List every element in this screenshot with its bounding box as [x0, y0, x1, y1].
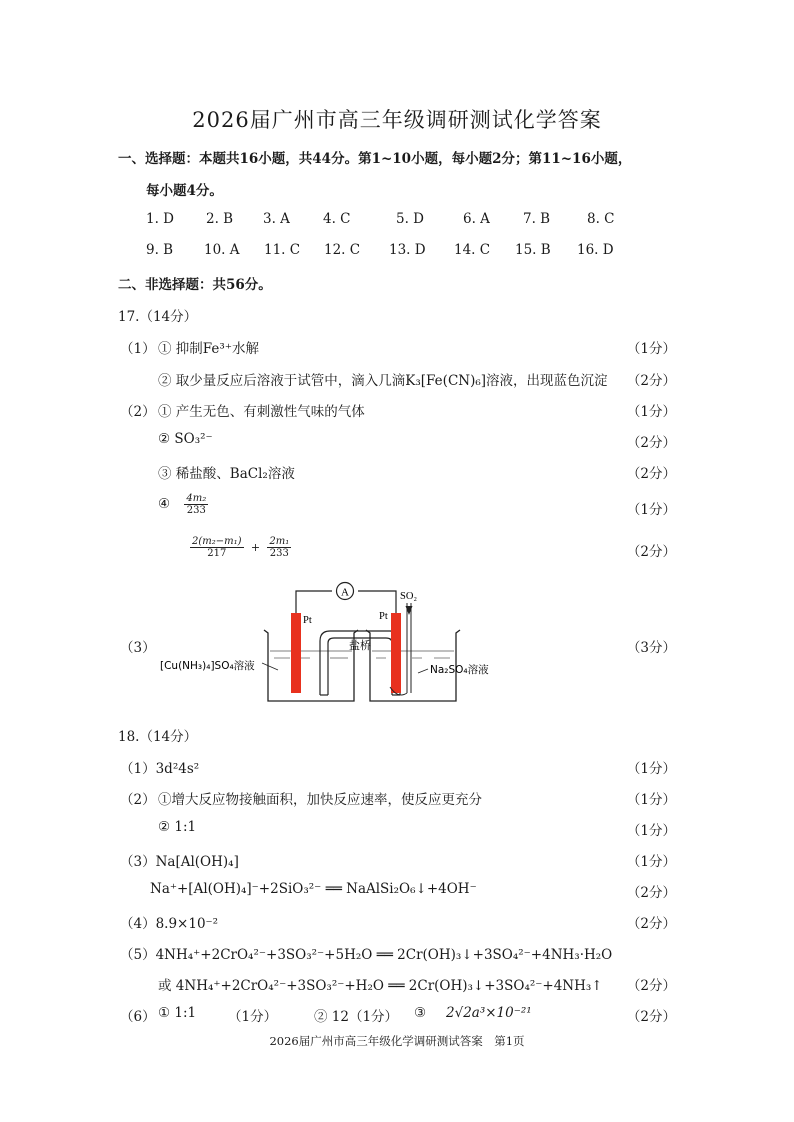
mc-answer: 13. D: [389, 242, 426, 258]
q18-equation5-alt: 或 4NH₄⁺+2CrO₄²⁻+3SO₃²⁻+H₂O ══ 2Cr(OH)₃↓+3SO₄²⁻+4NH₃↑: [158, 978, 603, 994]
score: （2分）: [626, 435, 676, 451]
q18-p2-answer1: ①增大反应物接触面积，加快反应速率，使反应更充分: [158, 792, 482, 808]
score: （3分）: [626, 640, 676, 656]
fraction: [267, 536, 291, 559]
q17-p2-answer1: ① 产生无色、有刺激性气味的气体: [158, 404, 365, 420]
fraction: [190, 536, 244, 559]
fraction-denominator: 233: [269, 548, 289, 559]
q17-p1-answer2: ② 取少量反应后溶液于试管中，滴入几滴K₃[Fe(CN)₆]溶液，出现蓝色沉淀: [158, 373, 608, 389]
left-solution-label: [Cu(NH₃)₄]SO₄溶液: [160, 660, 255, 672]
left-beaker: [264, 630, 358, 701]
mc-answer: 16. D: [577, 242, 614, 258]
salt-bridge-label: 盐桥: [349, 639, 371, 652]
section1-heading-cont: 每小题4分。: [146, 183, 223, 199]
score: （1分）: [626, 502, 676, 518]
so2-label: SO₂: [400, 591, 418, 602]
mc-answer: 9. B: [146, 242, 174, 258]
mc-answer: 8. C: [587, 211, 615, 227]
q18-heading: 18.（14分）: [118, 729, 198, 745]
score: （1分）: [626, 761, 676, 777]
mc-answer: 7. B: [523, 211, 551, 227]
q17-p2-answer4: [158, 493, 208, 516]
plus-sign: +: [250, 541, 261, 554]
q18-p6-answer2: ② 12（1分）: [314, 1009, 399, 1025]
q18-answer4: （4）8.9×10⁻²: [120, 916, 219, 932]
q18-equation3: Na⁺+[Al(OH)₄]⁻+2SiO₃²⁻ ══ NaAlSi₂O₆↓+4OH⁻: [150, 881, 477, 897]
page-footer: 2026届广州市高三年级化学调研测试答案 第1页: [269, 1034, 525, 1048]
q18-p6-answer3-mark: ③: [414, 1005, 427, 1021]
fraction-denominator: 217: [207, 548, 227, 559]
mc-answer: 3. A: [263, 211, 290, 227]
mc-answer: 6. A: [463, 211, 490, 227]
score: （2分）: [626, 373, 676, 389]
pt-right-label: Pt: [379, 611, 388, 622]
score: （2分）: [626, 916, 676, 932]
section1-heading: 一、选择题：本题共16小题，共44分。第1~10小题，每小题2分；第11~16小题，: [118, 151, 632, 167]
page-title: 2026届广州市高三年级调研测试化学答案: [192, 108, 602, 132]
left-pt-electrode: [291, 613, 301, 693]
score: （1分）: [626, 341, 676, 357]
q18-p2-answer2: ② 1:1: [158, 819, 197, 835]
mc-answer: 14. C: [454, 242, 491, 258]
fraction: [184, 493, 208, 516]
q17-p1-answer1: ① 抑制Fe³⁺水解: [158, 341, 259, 357]
q18-equation5: （5）4NH₄⁺+2CrO₄²⁻+3SO₃²⁻+5H₂O ══ 2Cr(OH)₃↓+3SO₄²⁻+4NH₃·H₂O: [120, 947, 613, 963]
mc-answer: 2. B: [206, 211, 234, 227]
score: （2分）: [626, 885, 676, 901]
electrochemical-cell-diagram: [150, 575, 550, 710]
q17-part1-label: （1）: [120, 341, 156, 357]
fraction-denominator: 233: [186, 505, 206, 516]
score: （2分）: [626, 1009, 676, 1025]
q17-p2-answer5: [190, 536, 291, 559]
fraction-numerator: 2(m₂−m₁): [192, 536, 242, 547]
mc-answer: 1. D: [146, 211, 174, 227]
q18-p6-answer3: 2√2a³×10⁻²¹: [446, 1005, 532, 1021]
mc-answer: 15. B: [515, 242, 551, 258]
q18-part2-label: （2）: [120, 792, 156, 808]
right-pt-electrode: [391, 613, 401, 693]
pt-left-label: Pt: [303, 615, 312, 626]
score: （1分）: [626, 823, 676, 839]
circle-number: ④: [158, 496, 171, 512]
fraction-numerator: 4m₂: [186, 493, 207, 504]
score: （2分）: [626, 544, 676, 560]
q18-answer1: （1）3d²4s²: [120, 761, 200, 777]
q18-answer3: （3）Na[Al(OH)₄]: [120, 854, 239, 870]
score: （1分）: [626, 854, 676, 870]
mc-answer: 12. C: [324, 242, 361, 258]
score: （1分）: [626, 404, 676, 420]
q18-part6-label: （6）: [120, 1009, 156, 1025]
q17-p2-answer3: ③ 稀盐酸、BaCl₂溶液: [158, 466, 295, 482]
q17-heading: 17.（14分）: [118, 309, 198, 325]
score: （2分）: [626, 466, 676, 482]
mc-answer: 10. A: [204, 242, 240, 258]
mc-answer: 11. C: [264, 242, 301, 258]
mc-answer: 4. C: [323, 211, 351, 227]
q17-part2-label: （2）: [120, 404, 156, 420]
q18-p6-answer1-score: （1分）: [228, 1009, 278, 1025]
q18-p6-answer1: ① 1:1: [158, 1005, 197, 1021]
ammeter-label: A: [341, 586, 349, 599]
right-solution-label: Na₂SO₄溶液: [430, 664, 489, 676]
q17-p2-answer2: ② SO₃²⁻: [158, 431, 213, 447]
mc-answer: 5. D: [396, 211, 424, 227]
section2-heading: 二、非选择题：共56分。: [118, 277, 272, 293]
fraction-numerator: 2m₁: [269, 536, 290, 547]
q17-part3-label: （3）: [120, 640, 156, 656]
score: （1分）: [626, 792, 676, 808]
score: （2分）: [626, 978, 676, 994]
